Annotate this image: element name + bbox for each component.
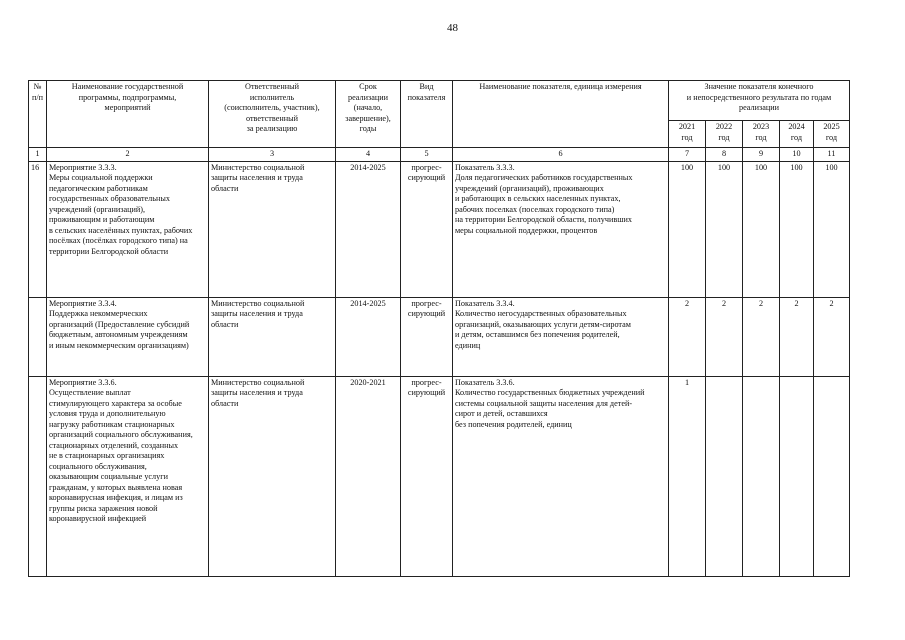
header-year-2024: 2024 год <box>780 121 814 148</box>
column-number: 10 <box>780 148 814 162</box>
indicator-type: прогрес- сирующий <box>401 376 453 576</box>
header-term: Срок реализации (начало, завершение), годы <box>336 81 401 148</box>
header-num: № п/п <box>29 81 47 148</box>
value-2022: 100 <box>706 161 743 297</box>
column-number: 3 <box>209 148 336 162</box>
value-2024: 100 <box>780 161 814 297</box>
value-2025: 2 <box>814 297 850 376</box>
row-num <box>29 376 47 576</box>
term: 2014-2025 <box>336 161 401 297</box>
value-2022 <box>706 376 743 576</box>
column-number: 8 <box>706 148 743 162</box>
header-indicator: Наименование показателя, единица измерения <box>453 81 669 148</box>
value-2023: 100 <box>743 161 780 297</box>
value-2025: 100 <box>814 161 850 297</box>
header-name: Наименование государственной программы, подпрограммы, мероприятий <box>47 81 209 148</box>
header-year-2023: 2023 год <box>743 121 780 148</box>
executor: Министерство социальной защиты населения и труда области <box>209 297 336 376</box>
executor: Министерство социальной защиты населения и труда области <box>209 161 336 297</box>
column-number: 6 <box>453 148 669 162</box>
header-year-2025: 2025 год <box>814 121 850 148</box>
header-executor: Ответственный исполнитель (соисполнитель, участник), ответственный за реализацию <box>209 81 336 148</box>
value-2021: 100 <box>669 161 706 297</box>
table-row <box>29 376 850 576</box>
table-row <box>29 161 850 297</box>
measure-name: Мероприятие 3.3.6. Осуществление выплат стимулирующего характера за особые условия труда и дополнительную нагрузку работникам стационарных организаций социального обслуживания, стационарных отделений, созданных не в стационарных организациях социального обслуживания, оказывающим социальные услуги гражданам, у которых выявлена новая коронавирусная инфекция, и лицам из группы риска заражения новой коронавирусной инфекцией <box>47 376 209 576</box>
header-type: Вид показателя <box>401 81 453 148</box>
value-2023: 2 <box>743 297 780 376</box>
value-2024: 2 <box>780 297 814 376</box>
column-number: 9 <box>743 148 780 162</box>
column-number: 7 <box>669 148 706 162</box>
column-number: 4 <box>336 148 401 162</box>
column-number: 11 <box>814 148 850 162</box>
header-year-2022: 2022 год <box>706 121 743 148</box>
indicator-name: Показатель 3.3.4. Количество негосударственных образовательных организаций, оказывающих услуги детям-сиротам и детям, оставшимся без попечения родителей, единиц <box>453 297 669 376</box>
executor: Министерство социальной защиты населения и труда области <box>209 376 336 576</box>
value-2022: 2 <box>706 297 743 376</box>
value-2021: 1 <box>669 376 706 576</box>
indicator-name: Показатель 3.3.3. Доля педагогических работников государственных учреждений (организаций), проживающих и работающих в сельских населенных пунктах, рабочих поселках (поселках городского типа) на территории Белгородской области, получивших меры социальной поддержки, процентов <box>453 161 669 297</box>
value-2024 <box>780 376 814 576</box>
indicator-type: прогрес- сирующий <box>401 161 453 297</box>
measure-name: Мероприятие 3.3.3. Меры социальной поддержки педагогическим работникам государственных образовательных учреждений (организаций), проживающим и работающим в сельских населённых пунктах, рабочих посёлках (посёлках городского типа) на территории Белгородской области <box>47 161 209 297</box>
page-number: 48 <box>447 22 458 34</box>
column-number: 5 <box>401 148 453 162</box>
row-num <box>29 297 47 376</box>
table-row <box>29 297 850 376</box>
indicator-type: прогрес- сирующий <box>401 297 453 376</box>
row-num: 16 <box>29 161 47 297</box>
term: 2014-2025 <box>336 297 401 376</box>
indicators-table <box>28 80 850 577</box>
header-values: Значение показателя конечного и непосредственного результата по годам реализации <box>669 81 850 121</box>
header-year-2021: 2021 год <box>669 121 706 148</box>
value-2021: 2 <box>669 297 706 376</box>
indicator-name: Показатель 3.3.6. Количество государственных бюджетных учреждений системы социальной защиты населения для детей- сирот и детей, оставшихся без попечения родителей, единиц <box>453 376 669 576</box>
term: 2020-2021 <box>336 376 401 576</box>
column-number: 1 <box>29 148 47 162</box>
column-numbers-row <box>29 148 850 162</box>
value-2023 <box>743 376 780 576</box>
measure-name: Мероприятие 3.3.4. Поддержка некоммерческих организаций (Предоставление субсидий бюджетным, автономным учреждениям и иным некоммерческим организациям) <box>47 297 209 376</box>
column-number: 2 <box>47 148 209 162</box>
value-2025 <box>814 376 850 576</box>
